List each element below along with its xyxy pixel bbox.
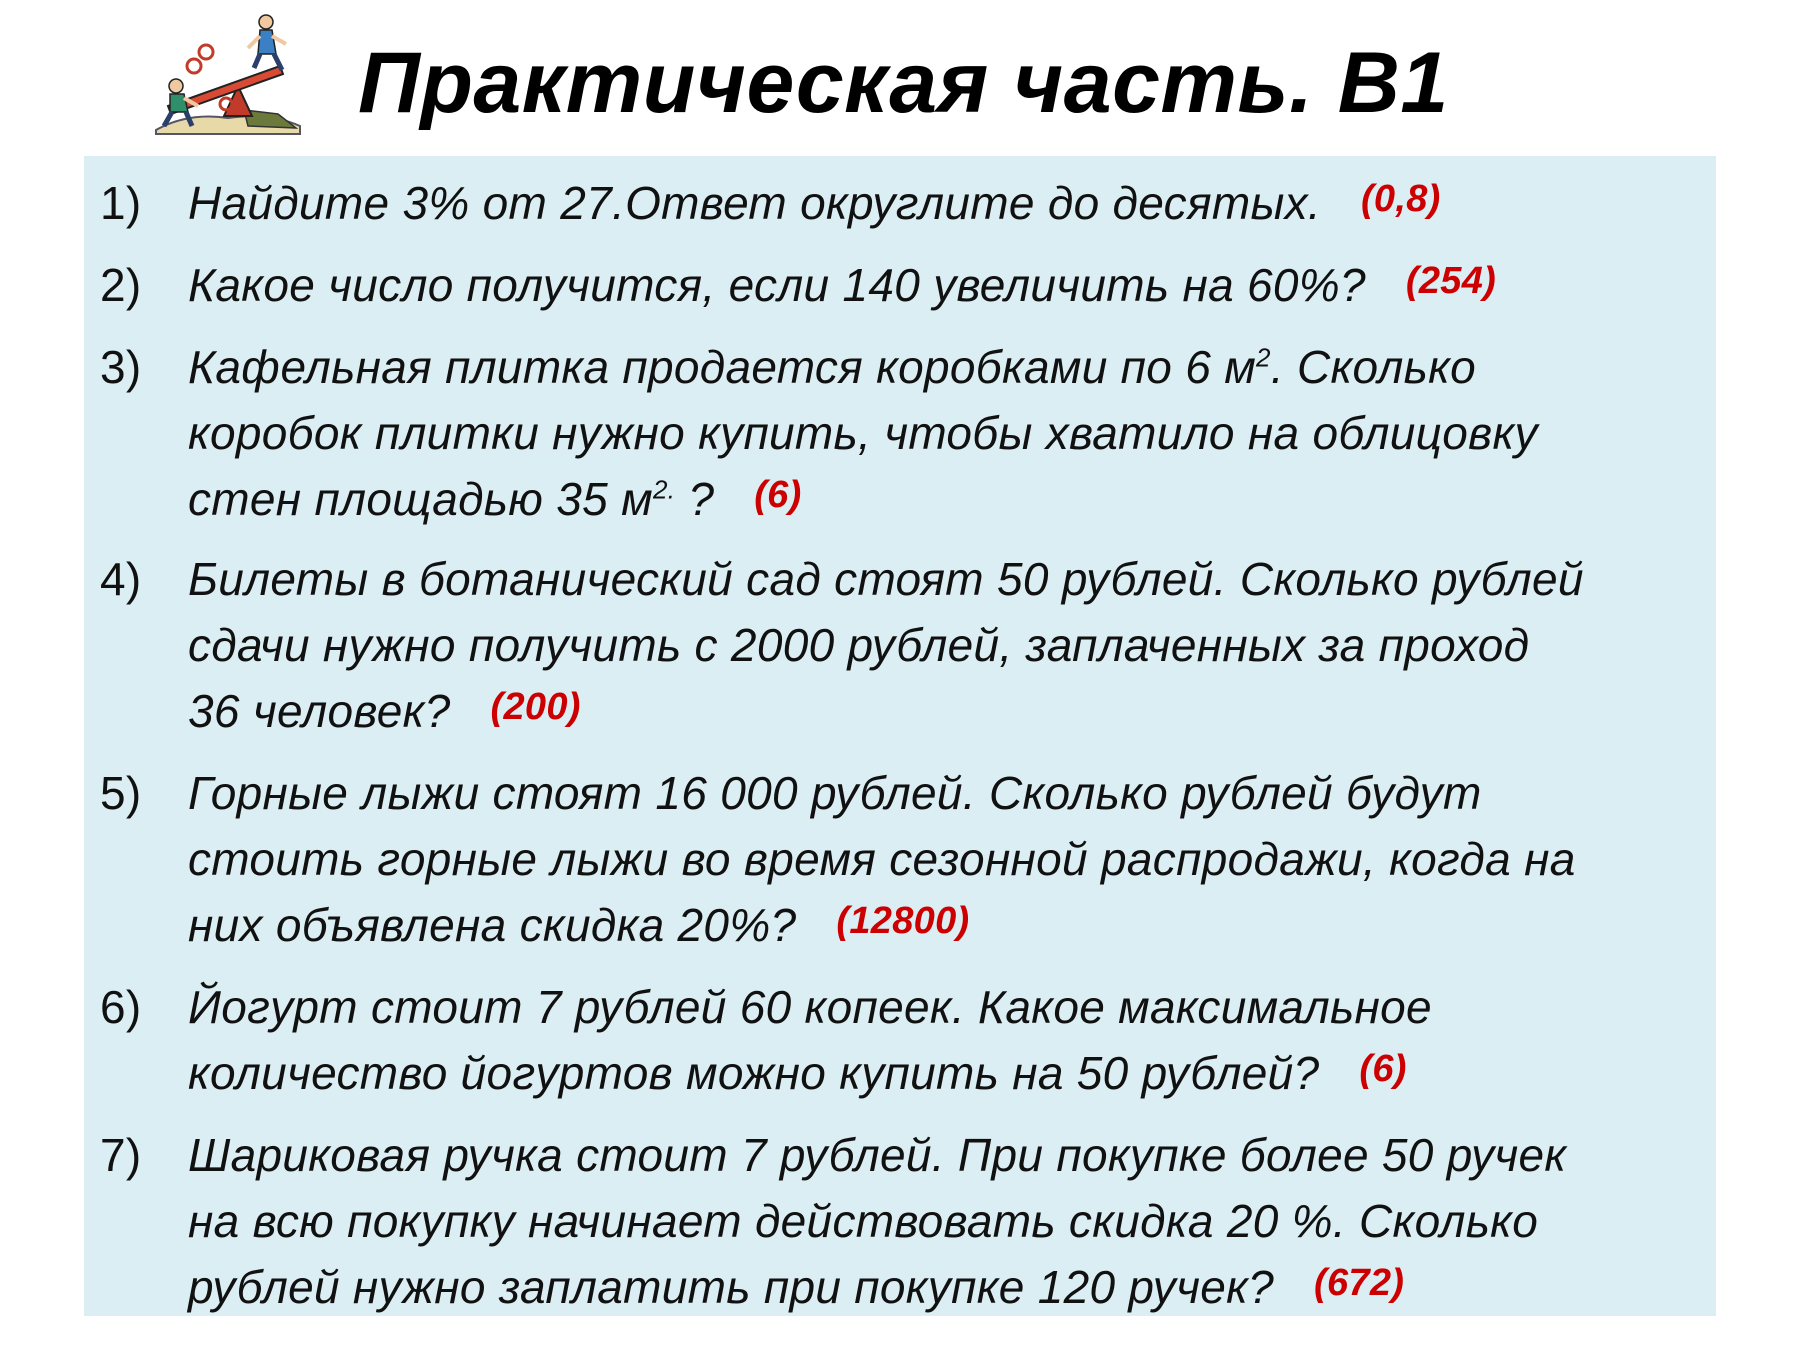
page-title: Практическая часть. В1	[358, 35, 1449, 131]
answer-label: (254)	[1405, 260, 1497, 302]
question-item	[100, 170, 1710, 240]
question-text: Найдите 3% от 27.Ответ округлите до десятых.	[188, 177, 1321, 229]
question-number: 4)	[100, 553, 142, 605]
question-number: 6)	[100, 981, 142, 1033]
answer-label: (200)	[490, 686, 581, 728]
question-item	[100, 760, 1710, 962]
question-text: Горные лыжи стоят 16 000 рублей. Сколько рублей будут стоить горные лыжи во время сезонной распродажи, когда на них объявлена скидка 20%?	[188, 767, 1576, 951]
question-item	[100, 252, 1710, 322]
question-text: Билеты в ботанический сад стоят 50 рублей. Сколько рублей сдачи нужно получить с 2000 рублей, заплаченных за проход 36 человек?	[188, 553, 1584, 737]
question-text: Йогурт стоит 7 рублей 60 копеек. Какое максимальное количество йогуртов можно купить на 50 рублей?	[188, 981, 1432, 1099]
question-number: 3)	[100, 341, 142, 393]
question-item	[100, 334, 1710, 536]
answer-label: (12800)	[836, 900, 970, 942]
question-number: 5)	[100, 767, 142, 819]
question-number: 7)	[100, 1129, 142, 1181]
seesaw-percent-illustration-icon	[148, 8, 308, 140]
question-text: Шариковая ручка стоит 7 рублей. При покупке более 50 ручек на всю покупку начинает действовать скидка 20 %. Сколько рублей нужно заплатить при покупке 120 ручек?	[188, 1129, 1567, 1313]
answer-label: (6)	[1359, 1048, 1407, 1090]
question-text: . Сколько коробок плитки нужно купить, чтобы хватило на облицовку стен площадью 35 м	[188, 341, 1538, 525]
question-number: 2)	[100, 259, 142, 311]
question-text: ?	[675, 473, 715, 525]
question-item	[100, 1122, 1710, 1324]
question-item	[100, 974, 1710, 1110]
answer-label: (0,8)	[1360, 178, 1441, 220]
answer-label: (6)	[754, 474, 802, 516]
question-text: Какое число получится, если 140 увеличить на 60%?	[188, 259, 1366, 311]
questions-panel	[84, 156, 1716, 1316]
question-number: 1)	[100, 177, 142, 229]
question-item	[100, 546, 1710, 748]
answer-label: (672)	[1314, 1262, 1405, 1304]
superscript: 2	[1256, 342, 1271, 373]
question-text: Кафельная плитка продается коробками по 6 м	[188, 341, 1257, 393]
superscript: 2.	[652, 474, 676, 505]
